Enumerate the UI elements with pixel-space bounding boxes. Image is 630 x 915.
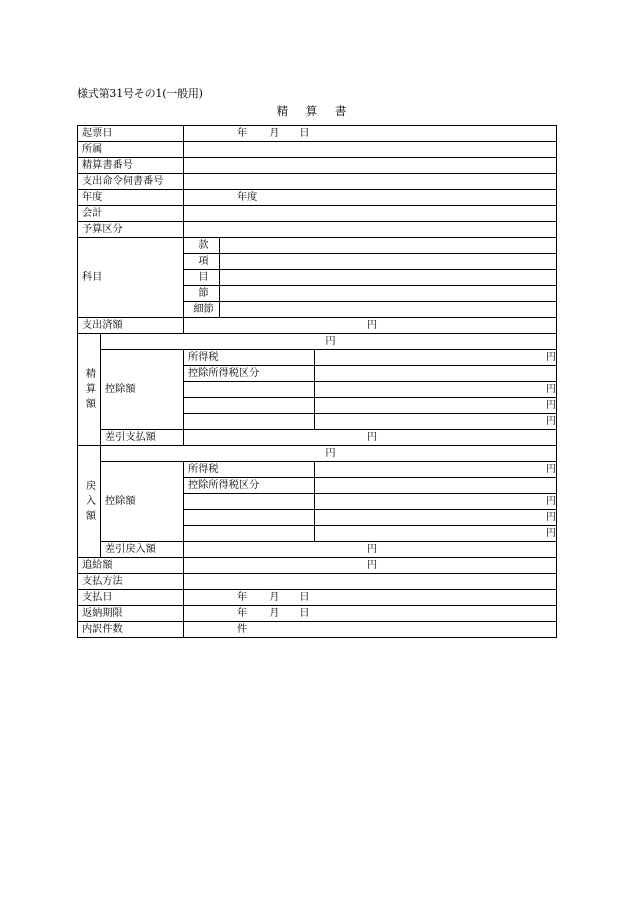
- label-net-payment: 差引支払額: [101, 430, 184, 446]
- row-return-deadline: [78, 606, 557, 622]
- unit-count: 件: [237, 624, 248, 635]
- paid-amount-field[interactable]: [184, 318, 557, 334]
- page-title: 精 算 書: [276, 104, 354, 118]
- label-payment-method: 支払方法: [78, 574, 184, 590]
- refund-deduction-amount-2[interactable]: [315, 510, 557, 526]
- settlement-deduction-item-1[interactable]: [184, 382, 315, 398]
- accounting-field[interactable]: [184, 206, 557, 222]
- unit-yen: 円: [325, 336, 336, 347]
- label-income-tax: 所得税: [184, 462, 315, 478]
- unit-yen: 円: [325, 448, 336, 459]
- settlement-deduction-item-2[interactable]: [184, 398, 315, 414]
- unit-yen: 円: [366, 544, 378, 555]
- row-affiliation: [78, 142, 557, 158]
- row-settlement-income-tax: [78, 350, 557, 366]
- row-refund-total: [78, 446, 557, 462]
- label-saisetsu: 細節: [184, 302, 220, 318]
- setsu-field[interactable]: [220, 286, 557, 302]
- label-income-tax: 所得税: [184, 350, 315, 366]
- label-deduction-tax-category: 控除所得税区分: [184, 366, 315, 382]
- row-net-refund: [78, 542, 557, 558]
- row-subject-kan: [78, 238, 557, 254]
- label-kan: 款: [184, 238, 220, 254]
- label-deduction: 控除額: [101, 350, 184, 430]
- additional-payment-field[interactable]: [184, 558, 557, 574]
- unit-day: 日: [299, 128, 310, 139]
- refund-deduction-item-2[interactable]: [184, 510, 315, 526]
- unit-month: 月: [269, 128, 280, 139]
- row-item-count: [78, 622, 557, 638]
- row-budget-category: [78, 222, 557, 238]
- affiliation-field[interactable]: [184, 142, 557, 158]
- label-deduction-tax-category: 控除所得税区分: [184, 478, 315, 494]
- settlement-deduction-amount-2[interactable]: [315, 398, 557, 414]
- label-setsu: 節: [184, 286, 220, 302]
- unit-day: 日: [299, 608, 310, 619]
- kou-field[interactable]: [220, 254, 557, 270]
- unit-yen: 円: [545, 416, 556, 427]
- unit-year: 年: [237, 592, 248, 603]
- label-budget-category: 予算区分: [78, 222, 184, 238]
- label-moku: 目: [184, 270, 220, 286]
- kan-field[interactable]: [220, 238, 557, 254]
- label-payment-order-number: 支出命令伺書番号: [78, 174, 184, 190]
- unit-yen: 円: [545, 384, 556, 395]
- row-paid-amount: [78, 318, 557, 334]
- label-return-deadline: 返納期限: [78, 606, 184, 622]
- fiscal-year-field[interactable]: [184, 190, 557, 206]
- row-additional-payment: [78, 558, 557, 574]
- unit-month: 月: [269, 608, 280, 619]
- refund-total-field[interactable]: [101, 446, 557, 462]
- label-kou: 項: [184, 254, 220, 270]
- unit-year: 年: [237, 128, 248, 139]
- row-payment-method: [78, 574, 557, 590]
- row-fiscal-year: [78, 190, 557, 206]
- payment-method-field[interactable]: [184, 574, 557, 590]
- unit-year: 年: [237, 608, 248, 619]
- moku-field[interactable]: [220, 270, 557, 286]
- unit-yen: 円: [366, 432, 378, 443]
- row-refund-income-tax: [78, 462, 557, 478]
- label-affiliation: 所属: [78, 142, 184, 158]
- settlement-deduction-amount-3[interactable]: [315, 414, 557, 430]
- row-settlement-number: [78, 158, 557, 174]
- label-payment-date: 支払日: [78, 590, 184, 606]
- unit-month: 月: [269, 592, 280, 603]
- net-payment-field[interactable]: [184, 430, 557, 446]
- unit-yen: 円: [545, 496, 556, 507]
- return-deadline-field[interactable]: [184, 606, 557, 622]
- kihyo-date-field[interactable]: [184, 126, 557, 142]
- unit-yen: 円: [545, 400, 556, 411]
- settlement-number-field[interactable]: [184, 158, 557, 174]
- unit-day: 日: [299, 592, 310, 603]
- label-settlement-number: 精算書番号: [78, 158, 184, 174]
- label-refund-amount-vertical: 戻 入 額: [78, 446, 101, 558]
- label-additional-payment: 追給額: [78, 558, 184, 574]
- label-subject: 科目: [78, 238, 184, 318]
- row-settlement-total: [78, 334, 557, 350]
- settlement-form-table: [77, 125, 557, 638]
- settlement-income-tax-field[interactable]: [315, 350, 557, 366]
- payment-date-field[interactable]: [184, 590, 557, 606]
- row-net-payment: [78, 430, 557, 446]
- label-paid-amount: 支出済額: [78, 318, 184, 334]
- refund-deduction-tax-category-field[interactable]: [315, 478, 557, 494]
- saisetsu-field[interactable]: [220, 302, 557, 318]
- settlement-total-field[interactable]: [101, 334, 557, 350]
- budget-category-field[interactable]: [184, 222, 557, 238]
- row-payment-order-number: [78, 174, 557, 190]
- unit-fiscal-year: 年度: [237, 192, 258, 203]
- settlement-deduction-amount-1[interactable]: [315, 382, 557, 398]
- settlement-deduction-item-3[interactable]: [184, 414, 315, 430]
- unit-yen: 円: [366, 560, 378, 571]
- refund-deduction-amount-3[interactable]: [315, 526, 557, 542]
- label-deduction: 控除額: [101, 462, 184, 542]
- label-item-count: 内訳件数: [78, 622, 184, 638]
- label-fiscal-year: 年度: [78, 190, 184, 206]
- row-payment-date: [78, 590, 557, 606]
- unit-yen: 円: [545, 352, 556, 363]
- row-accounting: [78, 206, 557, 222]
- refund-income-tax-field[interactable]: [315, 462, 557, 478]
- refund-deduction-item-3[interactable]: [184, 526, 315, 542]
- label-net-refund: 差引戻入額: [101, 542, 184, 558]
- label-settlement-amount-vertical: 精 算 額: [78, 334, 101, 446]
- unit-yen: 円: [545, 512, 556, 523]
- item-count-field[interactable]: [184, 622, 557, 638]
- refund-deduction-item-1[interactable]: [184, 494, 315, 510]
- refund-deduction-amount-1[interactable]: [315, 494, 557, 510]
- settlement-deduction-tax-category-field[interactable]: [315, 366, 557, 382]
- label-kihyo-date: 起票日: [78, 126, 184, 142]
- row-kihyo-date: [78, 126, 557, 142]
- unit-yen: 円: [366, 320, 378, 331]
- unit-yen: 円: [545, 528, 556, 539]
- payment-order-number-field[interactable]: [184, 174, 557, 190]
- unit-yen: 円: [545, 464, 556, 475]
- net-refund-field[interactable]: [184, 542, 557, 558]
- label-accounting: 会計: [78, 206, 184, 222]
- form-number: 様式第31号その1(一般用): [77, 87, 203, 100]
